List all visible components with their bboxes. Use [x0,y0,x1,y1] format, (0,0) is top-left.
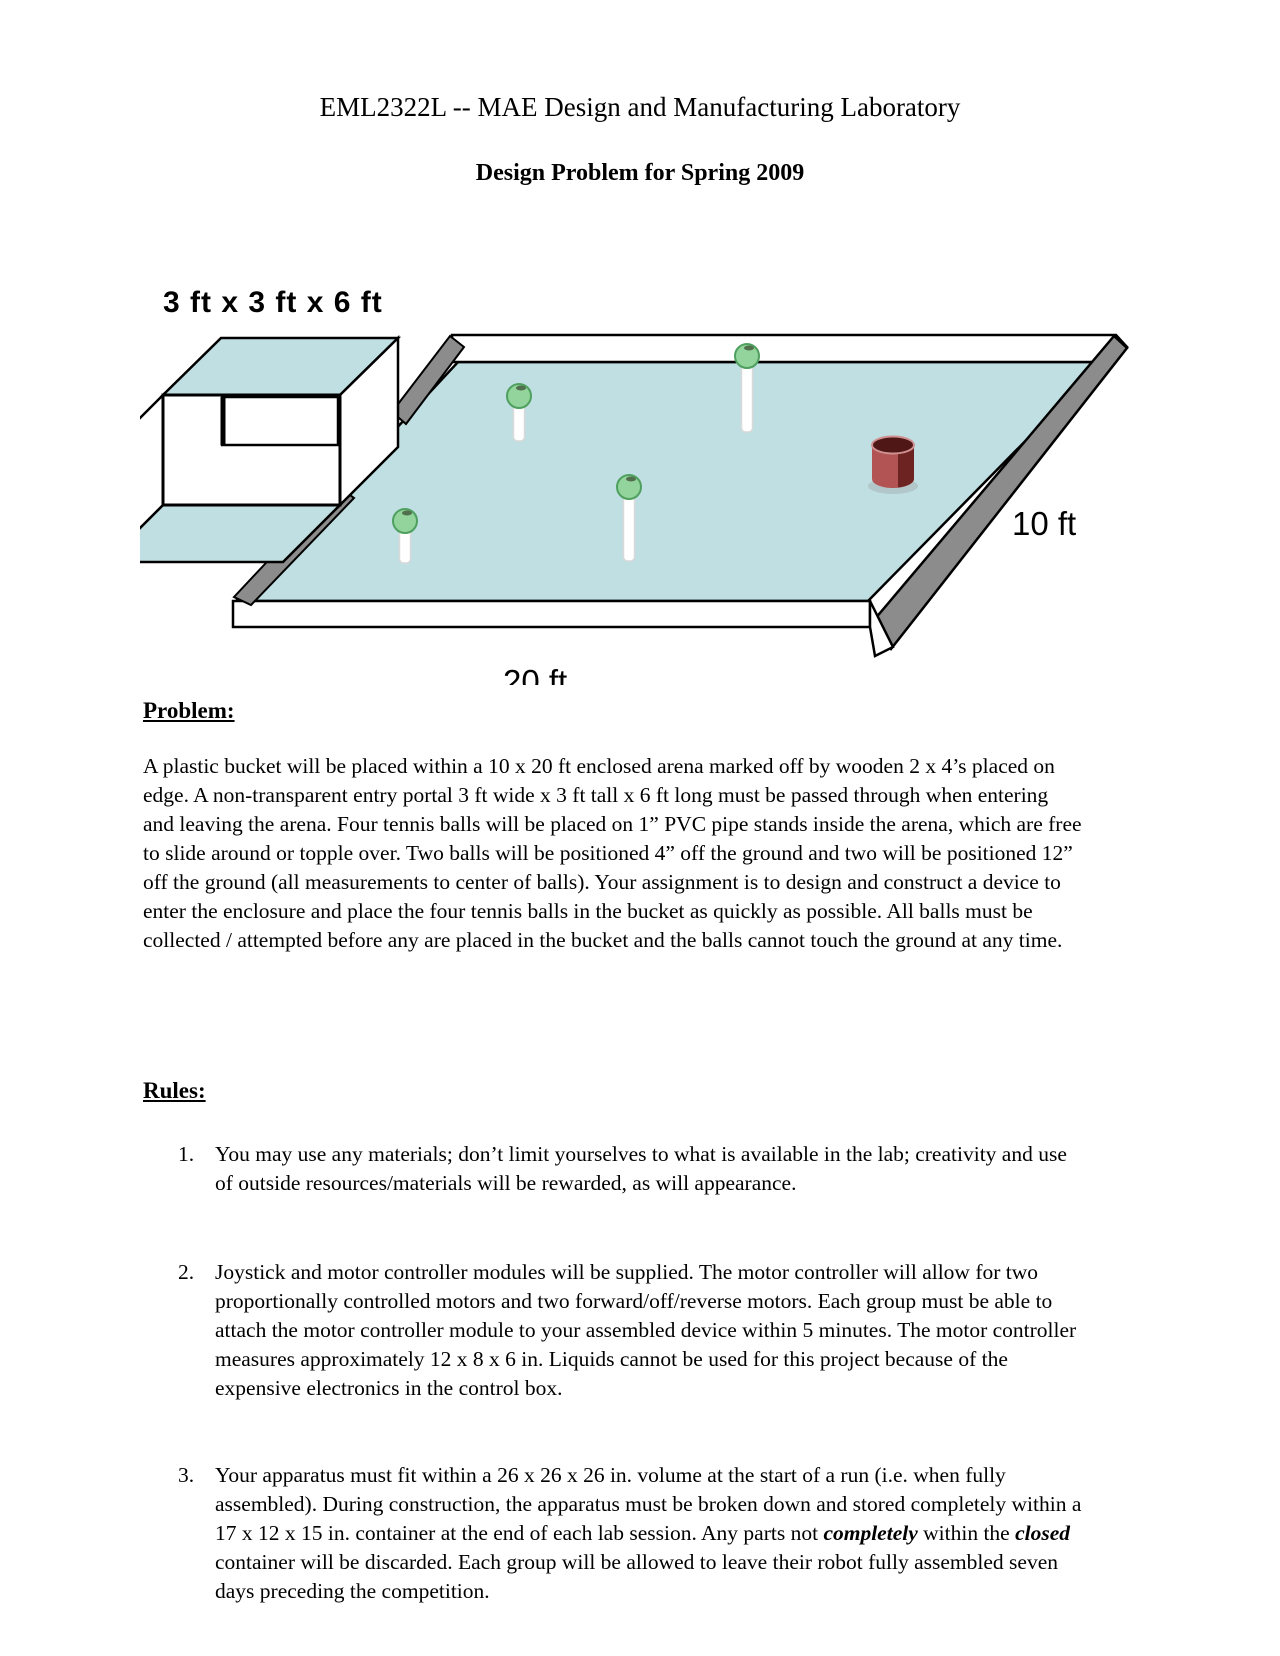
rule-text: Joystick and motor controller modules will be supplied. The motor controller will allow for two proportionally controlled motors and two forward/off/reverse motors. Each group must be able to attach the motor controller module to your assembled device within 5 minutes. The motor controller measures approximately 12 x 8 x 6 in. Liquids cannot be used for this project because of the expensive electronics in the control box. [215,1260,1077,1400]
rule-item-3 [178,1461,1083,1606]
arena-diagram [140,250,1140,685]
arena-top-wall [452,335,1127,362]
page-title: EML2322L -- MAE Design and Manufacturing Laboratory [319,92,961,122]
portal-opening [222,397,338,445]
rule-number: 1. [178,1142,195,1166]
tennis-ball-spot [516,386,526,391]
rules-heading: Rules: [143,1078,206,1103]
rule-text-emphasis: closed [1015,1521,1071,1545]
rule-text-emphasis: completely [823,1521,918,1545]
rule-text: You may use any materials; don’t limit yourselves to what is available in the lab; creativity and use of outside resources/materials will be rewarded, as will appearance. [215,1142,1067,1195]
rule-item-1 [178,1140,1083,1198]
rule-item-2 [178,1258,1083,1403]
tennis-ball-spot [402,511,412,516]
rule-text [215,1461,1083,1606]
arena-width-label: 10 ft [1012,505,1077,542]
rules-list [178,1140,1083,1606]
problem-paragraph: A plastic bucket will be placed within a 10 x 20 ft enclosed arena marked off by wooden 2 x 4’s placed on edge. A non-transparent entry portal 3 ft wide x 3 ft tall x 6 ft long must be passed through when entering and leaving the arena. Four tennis balls will be placed on 1” PVC pipe stands inside the arena, which are free to slide around or topple over. Two balls will be positioned 4” off the ground and two will be positioned 12” off the ground (all measurements to center of balls). Your assignment is to design and construct a device to enter the enclosure and place the four tennis balls in the bucket as quickly as possible. All balls must be collected / attempted before any are placed in the bucket and the balls cannot touch the ground at any time. [143,754,1082,952]
ball-stand [742,362,753,432]
problem-heading: Problem: [143,698,235,723]
tennis-ball-spot [626,477,636,482]
bucket [868,437,918,495]
tennis-ball-spot [744,346,754,351]
arena-bottom-wall [233,601,870,627]
rule-text-segment: container will be discarded. Each group will be allowed to leave their robot fully assembled seven days preceding the competition. [215,1550,1059,1603]
rule-number: 2. [178,1260,195,1284]
portal-dimension-label: 3 ft x 3 ft x 6 ft [163,286,383,319]
ball-stand [624,495,635,561]
rule-text-segment: Your apparatus must fit within a 26 x 26 x 26 in. volume at the start of a run (i.e. when fully assembled). During construction, the apparatus must be broken down and stored completely within a 17 x 12 x 15 in. container at the end of each lab session. Any parts not [215,1463,1082,1545]
bucket-opening [872,437,914,454]
arena-length-label: 20 ft [503,663,568,685]
rule-text-segment: within the [917,1521,1016,1545]
page-subtitle: Design Problem for Spring 2009 [475,160,805,186]
ball-stand [400,529,411,563]
rule-number: 3. [178,1463,195,1487]
